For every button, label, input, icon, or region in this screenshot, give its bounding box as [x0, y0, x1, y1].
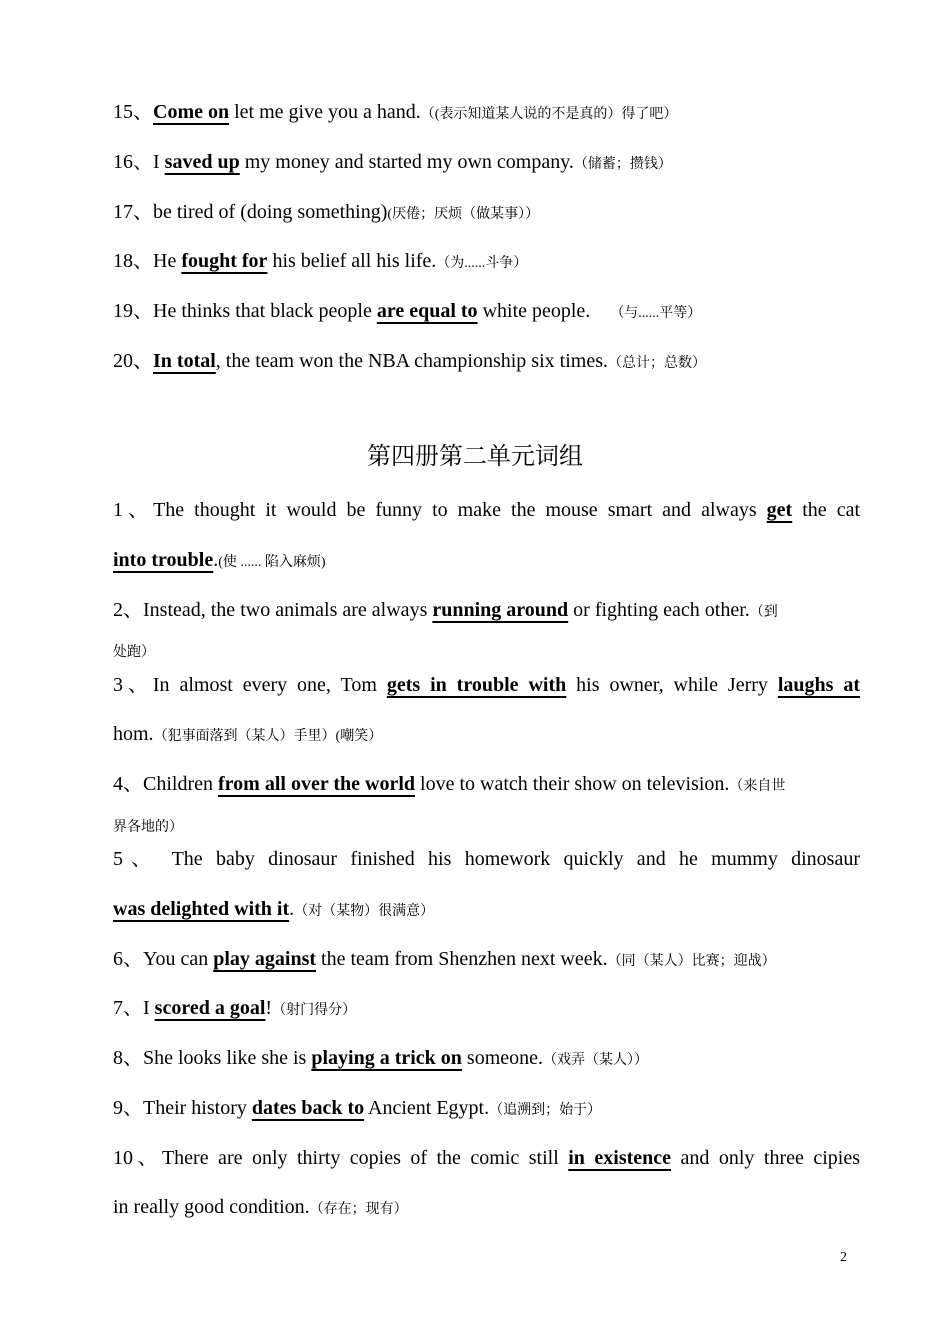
key-phrase: scored a goal: [154, 997, 266, 1019]
section-title: 第四册第二单元词组: [367, 444, 583, 470]
chinese-gloss: （存在；现有）: [309, 1202, 408, 1217]
chinese-gloss: （来自世: [729, 779, 786, 794]
item-number: 15、: [113, 101, 153, 123]
key-phrase: from all over the world: [218, 773, 416, 795]
key-phrase: running around: [432, 599, 569, 621]
key-phrase: are equal to: [376, 300, 478, 322]
key-phrase: Come on: [153, 101, 230, 123]
key-phrase: fought for: [181, 250, 268, 272]
phrase-item-4-gloss-cont: 界各地的）: [113, 820, 183, 835]
key-phrase: In total: [153, 350, 216, 372]
phrase-item-10-cont: in really good condition.（存在；现有）: [113, 1196, 408, 1218]
item-number: 20、: [113, 350, 153, 372]
chinese-gloss: （同（某人）比赛；迎战）: [607, 954, 776, 969]
item-number: 19、: [113, 300, 153, 322]
key-phrase: gets in trouble with: [386, 674, 567, 696]
key-phrase: into trouble: [113, 549, 214, 571]
phrase-item-5: 5、 The baby dinosaur finished his homework quickly and he mummy dinosaur: [113, 848, 860, 870]
chinese-gloss: （为......斗争）: [436, 256, 528, 271]
phrase-item-10: 10、There are only thirty copies of the comic still in existence and only three cipies: [113, 1147, 861, 1169]
key-phrase: was delighted with it: [113, 898, 290, 920]
chinese-gloss: （储蓄；攒钱）: [573, 157, 672, 172]
phrase-item-15: 15、Come on let me give you a hand.（(表示知道某人说的不是真的）得了吧）: [113, 101, 678, 123]
chinese-gloss: （对（某物）很满意）: [294, 904, 435, 919]
item-number: 1、: [113, 499, 154, 521]
phrase-item-6: 6、You can play against the team from Shenzhen next week.（同（某人）比赛；迎战）: [113, 948, 776, 970]
chinese-gloss: （追溯到；始于）: [489, 1103, 602, 1118]
item-number: 16、: [113, 151, 153, 173]
phrase-item-18: 18、He fought for his belief all his life.（为......斗争）: [113, 250, 528, 272]
item-number: 5、: [113, 848, 160, 870]
chinese-gloss: （(表示知道某人说的不是真的）得了吧）: [420, 107, 678, 122]
item-number: 6、: [113, 948, 143, 970]
item-number: 17、: [113, 201, 153, 223]
chinese-gloss: （总计；总数）: [607, 356, 706, 371]
phrase-item-1-cont: into trouble.(使 ...... 陷入麻烦): [113, 549, 326, 571]
key-phrase: dates back to: [251, 1097, 365, 1119]
chinese-gloss: （射门得分）: [272, 1003, 357, 1018]
page-number: 2: [840, 1250, 847, 1265]
phrase-item-16: 16、I saved up my money and started my own company.（储蓄；攒钱）: [113, 151, 672, 173]
item-number: 4、: [113, 773, 143, 795]
key-phrase: in existence: [568, 1147, 672, 1169]
item-number: 7、: [113, 997, 143, 1019]
phrase-item-7: 7、I scored a goal!（射门得分）: [113, 997, 357, 1019]
chinese-gloss: （戏弄（某人））: [543, 1053, 649, 1068]
phrase-item-8: 8、She looks like she is playing a trick on someone.（戏弄（某人））: [113, 1047, 649, 1069]
key-phrase: saved up: [164, 151, 240, 173]
item-number: 2、: [113, 599, 143, 621]
item-number: 8、: [113, 1047, 143, 1069]
item-number: 18、: [113, 250, 153, 272]
phrase-item-17: 17、be tired of (doing something)(厌倦；厌烦（做某事））: [113, 201, 540, 223]
phrase-item-3: 3、In almost every one, Tom gets in trouble with his owner, while Jerry laughs at: [113, 674, 861, 696]
chinese-gloss: (使 ...... 陷入麻烦): [218, 555, 326, 570]
phrase-item-2: 2、Instead, the two animals are always running around or fighting each other.（到: [113, 599, 778, 621]
phrase-item-9: 9、Their history dates back to Ancient Egypt.（追溯到；始于）: [113, 1097, 602, 1119]
chinese-gloss: （犯事面落到（某人）手里）(嘲笑）: [153, 729, 383, 744]
key-phrase: laughs at: [777, 674, 861, 696]
item-number: 3、: [113, 674, 153, 696]
phrase-item-19: 19、He thinks that black people are equal to white people. （与......平等）: [113, 300, 702, 322]
phrase-item-3-cont: hom.（犯事面落到（某人）手里）(嘲笑）: [113, 723, 383, 745]
item-number: 10、: [113, 1147, 162, 1169]
key-phrase: play against: [213, 948, 317, 970]
chinese-gloss: （到: [749, 605, 778, 620]
key-phrase: playing a trick on: [311, 1047, 462, 1069]
key-phrase: get: [766, 499, 793, 521]
phrase-item-4: 4、Children from all over the world love to watch their show on television.（来自世: [113, 773, 786, 795]
phrase-item-5-cont: was delighted with it.（对（某物）很满意）: [113, 898, 435, 920]
phrase-item-1: 1、The thought it would be funny to make the mouse smart and always get the cat: [113, 499, 861, 521]
phrase-item-20: 20、In total, the team won the NBA championship six times.（总计；总数）: [113, 350, 706, 372]
phrase-item-2-gloss-cont: 处跑）: [113, 645, 155, 660]
chinese-gloss: （与......平等）: [610, 306, 702, 321]
chinese-gloss: (厌倦；厌烦（做某事））: [387, 207, 540, 222]
item-number: 9、: [113, 1097, 143, 1119]
